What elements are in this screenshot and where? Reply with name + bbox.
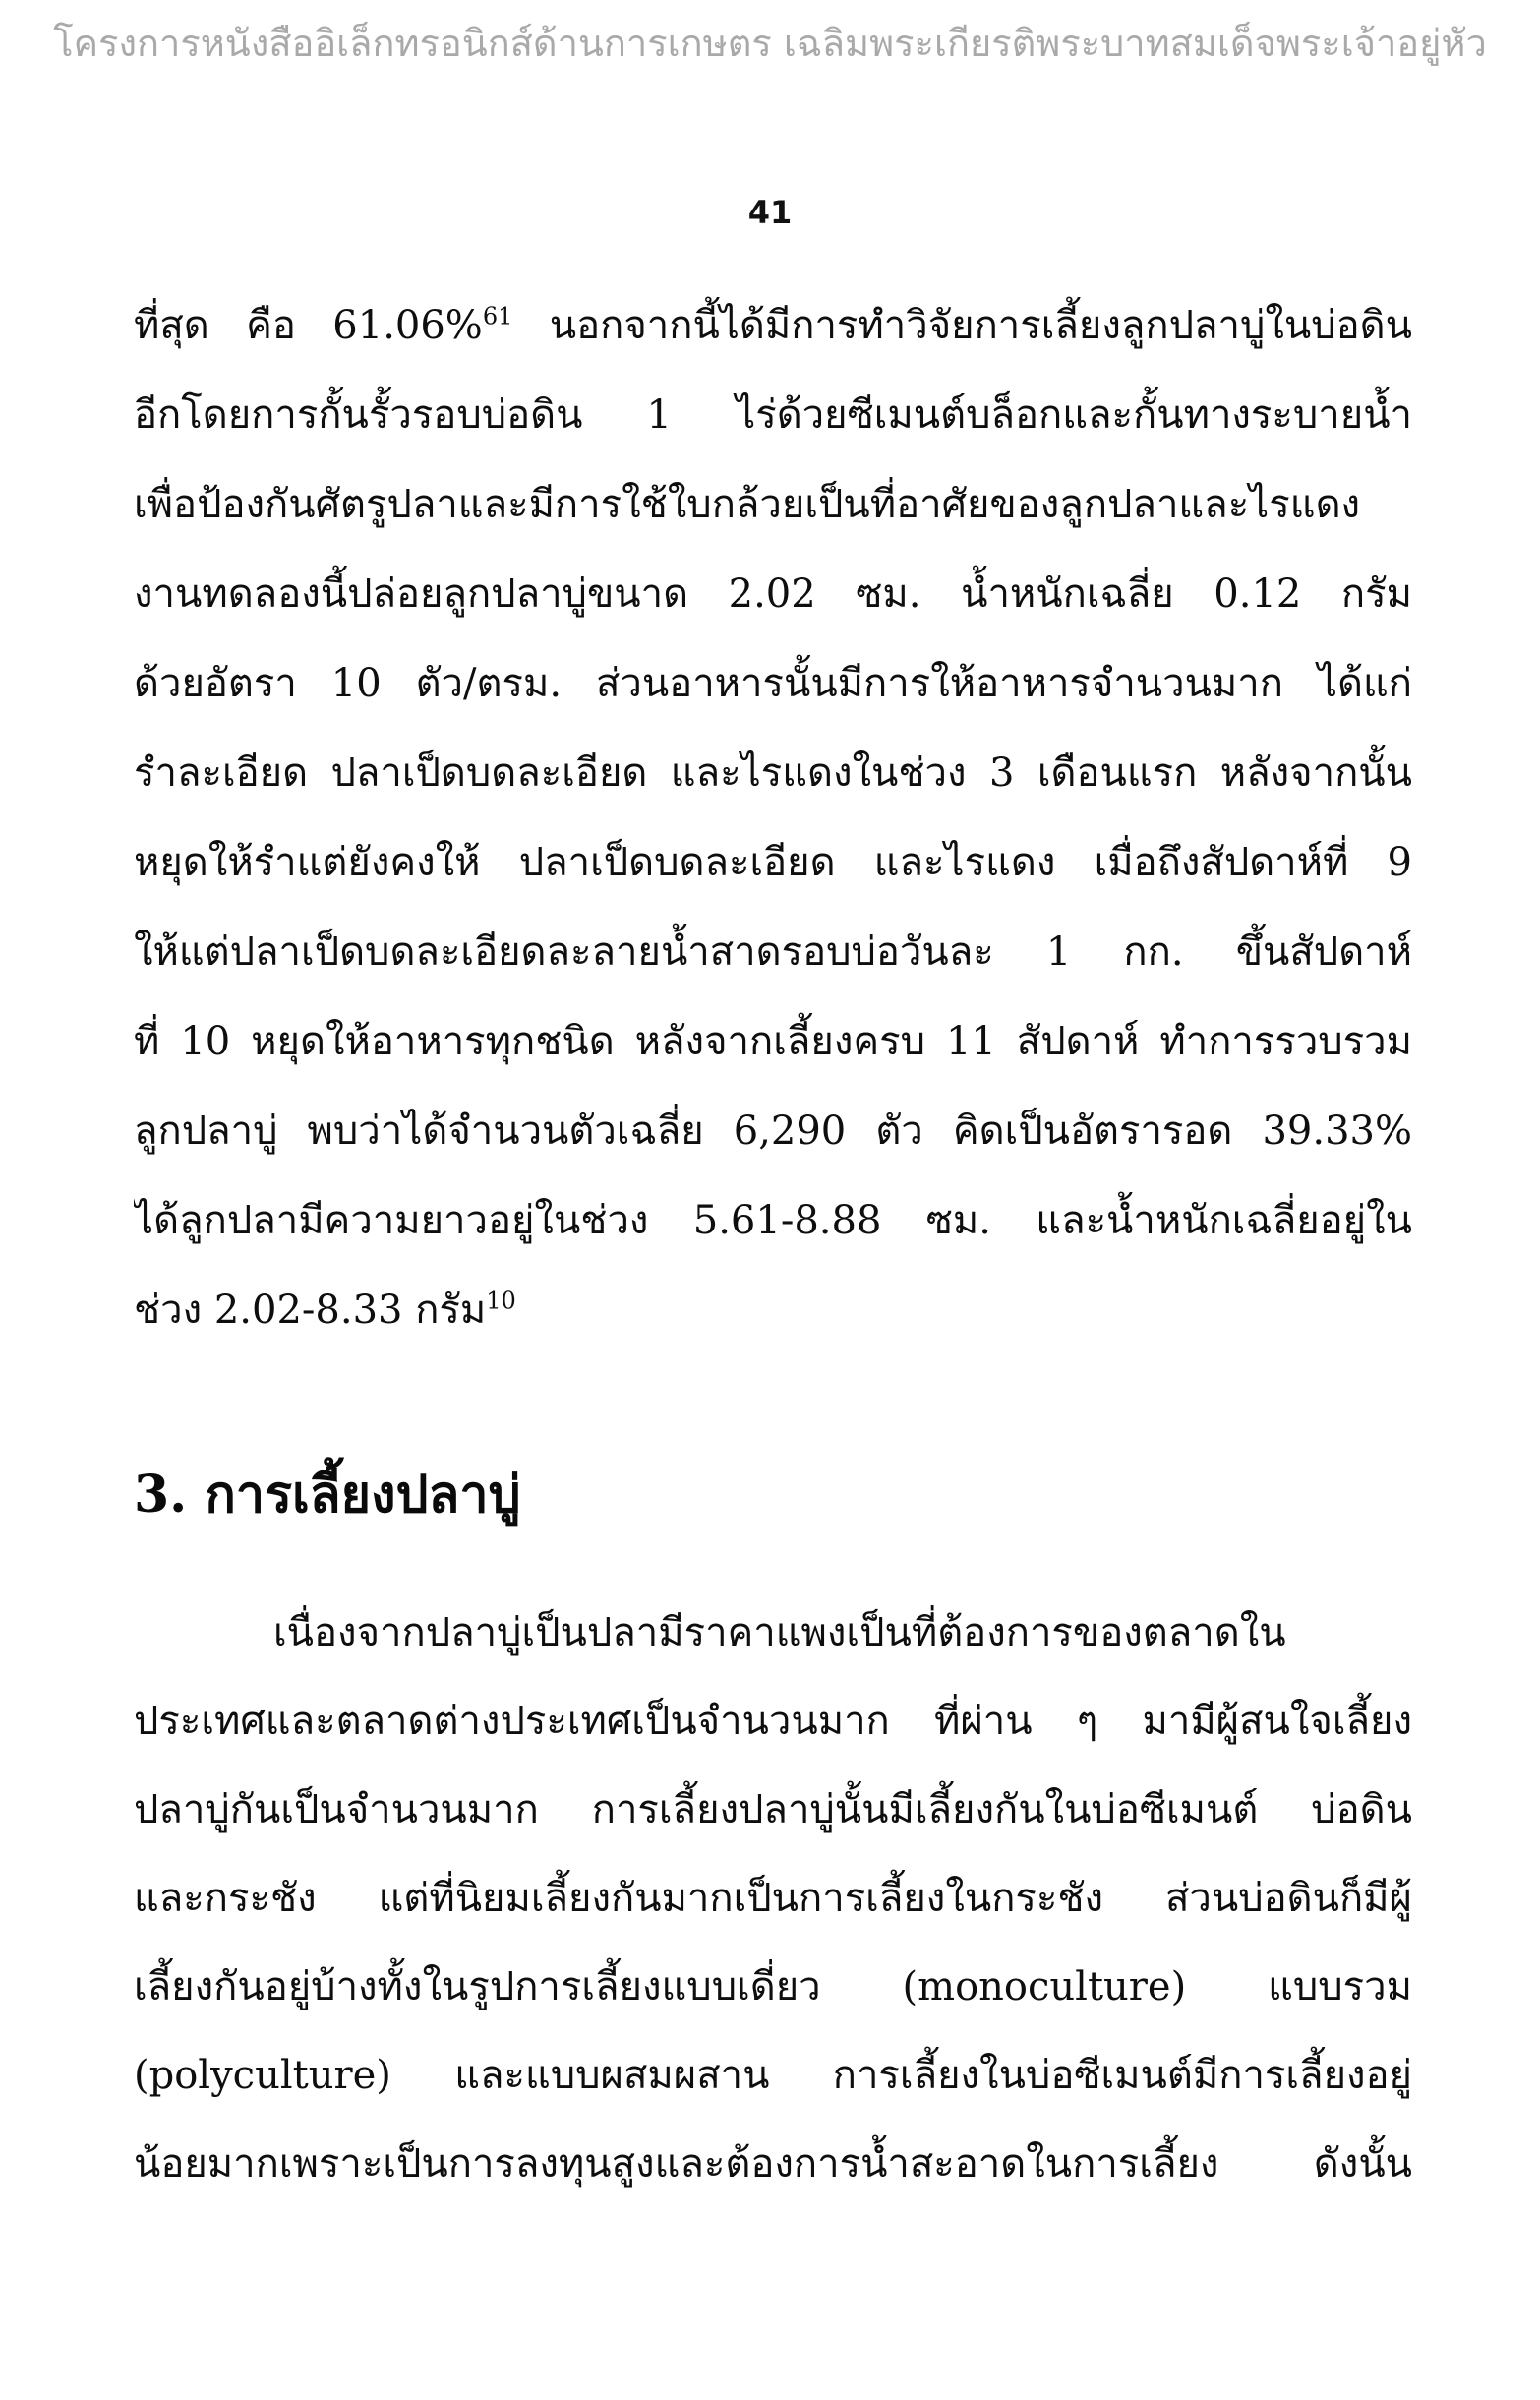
line-text: ที่สุด คือ 61.06% [134, 303, 483, 348]
line-text: ช่วง 2.02-8.33 กรัม [134, 1288, 487, 1333]
paragraph-2-line-1: เนื่องจากปลาบู่เป็นปลามีราคาแพงเป็นที่ต้องการของตลาดใน [273, 1610, 1286, 1655]
paragraph-1-line-2: อีกโดยการกั้นรั้วรอบบ่อดิน 1 ไร่ด้วยซีเมนต์บล็อกและกั้นทางระบายน้ำ [134, 392, 1412, 438]
paragraph-2-line-7: น้อยมากเพราะเป็นการลงทุนสูงและต้องการน้ำสะอาดในการเลี้ยง ดังนั้น [134, 2141, 1412, 2187]
paragraph-1-line-5: ด้วยอัตรา 10 ตัว/ตรม. ส่วนอาหารนั้นมีการให้อาหารจำนวนมาก ได้แก่ [134, 661, 1412, 706]
page-number: 41 [747, 194, 793, 231]
paragraph-2-line-2: ประเทศและตลาดต่างประเทศเป็นจำนวนมาก ที่ผ่าน ๆ มามีผู้สนใจเลี้ยง [134, 1699, 1412, 1744]
footnote-ref: 61 [482, 302, 513, 330]
section-heading: 3. การเลี้ยงปลาบู่ [134, 1465, 521, 1525]
paragraph-2-line-5: เลี้ยงกันอยู่บ้างทั้งในรูปการเลี้ยงแบบเดี่ยว (monoculture) แบบรวม [134, 1964, 1412, 2010]
watermark-header: โครงการหนังสืออิเล็กทรอนิกส์ด้านการเกษตร เฉลิมพระเกียรติพระบาทสมเด็จพระเจ้าอยู่หัว [53, 22, 1487, 65]
paragraph-1-line-3: เพื่อป้องกันศัตรูปลาและมีการใช้ใบกล้วยเป็นที่อาศัยของลูกปลาและไรแดง [134, 482, 1361, 527]
paragraph-1-line-11: ได้ลูกปลามีความยาวอยู่ในช่วง 5.61-8.88 ซม. และน้ำหนักเฉลี่ยอยู่ใน [134, 1198, 1412, 1243]
paragraph-1-line-6: รำละเอียด ปลาเป็ดบดละเอียด และไรแดงในช่วง 3 เดือนแรก หลังจากนั้น [134, 750, 1412, 796]
paragraph-1-line-1 [134, 281, 1412, 370]
paragraph-1-line-10: ลูกปลาบู่ พบว่าได้จำนวนตัวเฉลี่ย 6,290 ตัว คิดเป็นอัตรารอด 39.33% [134, 1109, 1412, 1154]
paragraph-1-line-4: งานทดลองนี้ปล่อยลูกปลาบู่ขนาด 2.02 ซม. น้ำหนักเฉลี่ย 0.12 กรัม [134, 571, 1412, 617]
paragraph-1-line-9: ที่ 10 หยุดให้อาหารทุกชนิด หลังจากเลี้ยงครบ 11 สัปดาห์ ทำการรวบรวม [134, 1019, 1412, 1064]
paragraph-1-line-8: ให้แต่ปลาเป็ดบดละเอียดละลายน้ำสาดรอบบ่อวันละ 1 กก. ขึ้นสัปดาห์ [134, 930, 1412, 975]
footnote-ref: 10 [486, 1287, 516, 1315]
paragraph-1-line-12 [134, 1266, 1412, 1354]
paragraph-1-line-7: หยุดให้รำแต่ยังคงให้ ปลาเป็ดบดละเอียด และไรแดง เมื่อถึงสัปดาห์ที่ 9 [134, 840, 1412, 885]
paragraph-2-line-6: (polyculture) และแบบผสมผสาน การเลี้ยงในบ่อซีเมนต์มีการเลี้ยงอยู่ [134, 2053, 1412, 2098]
paragraph-2-line-3: ปลาบู่กันเป็นจำนวนมาก การเลี้ยงปลาบู่นั้นมีเลี้ยงกันในบ่อซีเมนต์ บ่อดิน [134, 1787, 1412, 1832]
paragraph-2-line-4: และกระชัง แต่ที่นิยมเลี้ยงกันมากเป็นการเลี้ยงในกระชัง ส่วนบ่อดินก็มีผู้ [134, 1876, 1412, 1921]
line-text-continued: นอกจากนี้ได้มีการทำวิจัยการเลี้ยงลูกปลาบู่ในบ่อดิน [512, 303, 1412, 348]
